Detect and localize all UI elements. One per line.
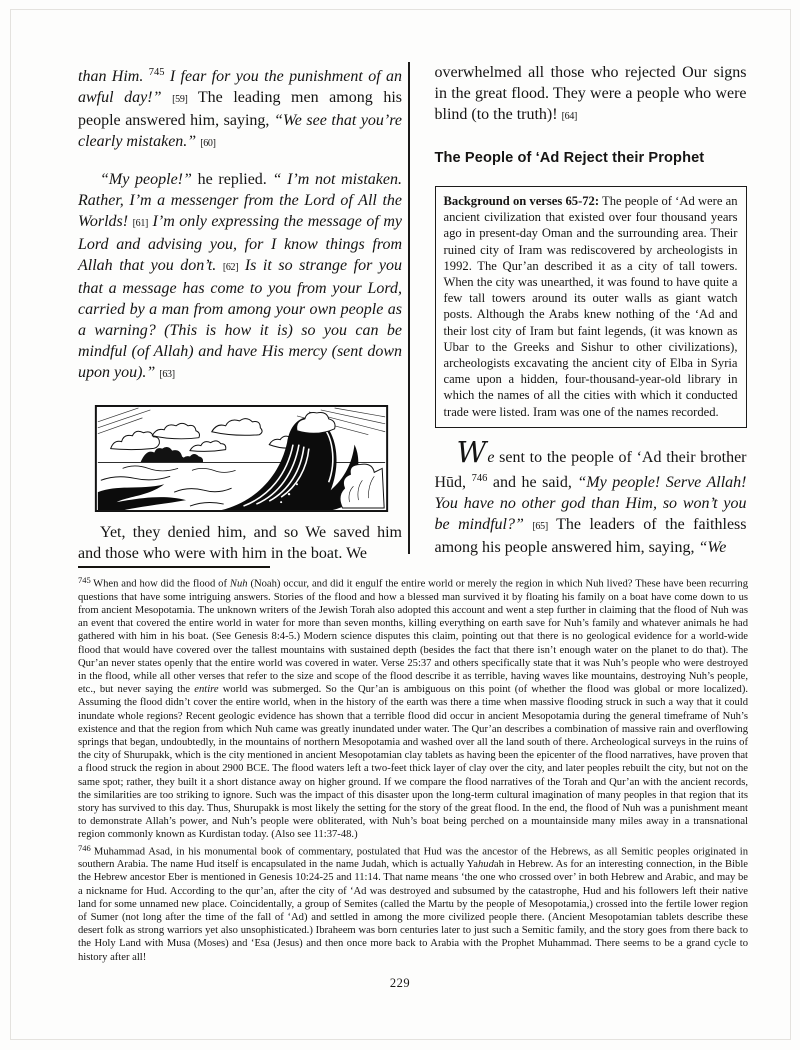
- footnote-746: $^{746}$ Muhammad Asad, in his monumental book of commentary, postulated that Hud was the ancestor of the Hebrews, as all Semitic peoples originated in southern Arabia. The name Hud itself is encapsulated in the name Judah, which is actually Yahudah in Hebrew. As for an interesting connection, in the Bible the Hebrew ancestor Eber is mentioned in Genesis 10:24-25 and 11:14. That name means ‘the one who crossed over’ in both Hebrew and Arabic, and may be a nickname for Hud. According to the qur’an, after the city of ‘Ad was destroyed and subsumed by the catastrophe, Hud and his followers left their native land for some unnamed new place. Coincidentally, a group of Semites (called the Martu by the people of Mesopotamia,) crossed into the fertile lower region of Sumer (not long after the time of the fall of ‘Ad) and settled in among the more civilized people there. (Ancient Mesopotamian tablets describe these desert folk as strong warriors yet also unsophisticated.) Ibraheem was born centuries later to just such a Semitic family, and the story goes from there back to the Holy Land with Musa (Moses) and ‘Esa (Jesus) and then once more back to Arabia with the Prophet Muhammad. There seems to be a grand cycle to history after all!: [78, 842, 749, 963]
- background-note-text: Background on verses 65-72: The people of ‘Ad were an ancient civilization that existed over four thousand years ago in present-day Oman and the surrounding area. Their ruined city of Iram was rediscovered by archeologists in 1992. The Qur’an described it as a city of tall towers. When the city was unearthed, it was found to have quite a few tall towers around its outer walls as giant watch posts. Although the Arabs knew nothing of the ‘Ad and their lost city of Iram but faint legends, (it was known as Ubar to the Greeks and Sishur to other civilizations), archeologists excavating the ancient city of Elba in Syria came upon a hidden, four-thousand-year-old library in which the names of all the cities with which it conducted trade were listed. Iram was one of the names recorded.: [443, 194, 738, 419]
- left-column: [78, 62, 402, 564]
- verse-paragraph-61-63: “My people!” he replied. “ I’m not mistaken. Rather, I’m a messenger from the Lord of All the Worlds! [61] I’m only expressing the message of my Lord and advising you, for I know things from Allah that you don’t. [62] Is it so strange for you that a message has come to you from your Lord, carried by a man from among your own people as a warning? (This is how it is) so you can be mindful (of Allah) and have His mercy (sent down upon you).” [63]: [78, 171, 403, 381]
- two-column-layout: [78, 62, 748, 564]
- verse-paragraph-59-60: than Him. $^{745}$ I fear for you the punishment of an awful day!” [59] The leading men among his people answered him, saying, “We see that you’re clearly mistaken.” [60]: [78, 67, 403, 150]
- background-note-box: [435, 186, 747, 428]
- column-divider: [408, 62, 410, 554]
- verse-paragraph-64: overwhelmed all those who rejected Our signs in the great flood. They were a people who were blind (to the truth)! [64]: [434, 64, 747, 123]
- flood-wave-illustration: [94, 405, 389, 512]
- wave-engraving-icon: [94, 405, 389, 512]
- right-column: [435, 62, 747, 564]
- footnote-745: $^{745}$ When and how did the flood of Nuh (Noah) occur, and did it engulf the entire world or merely the region in which Nuh lived? These have been recurring questions that have some intriguing answers. Stories of the flood and how a blessed man survived it by floating his family on a boat have come down to us from ancient Mesopotamia. The unknown writers of the Jewish Torah also adopted this account and went a step further in claiming that the flood of Nuh was an event that covered the entire world in water for more than seven months, killing everything on earth save for Nuh’s family and whatever animals he had gathered with him in his boat. (See Genesis 8:4-5.) Modern science disputes this claim, pointing out that there is no geological evidence for a world-wide flood that would have covered over the tallest mountains with sustained depth (besides the fact that there isn’t enough water on the planet to do that). The Qur’an never states openly that the entire world was covered in water. Verse 25:37 and others specifically state that it was Nuh’s people who were destroyed in the flood, while all other verses that refer to the size and scope of the flood describe it as terrible, having waves like mountains, destroying Nuh’s people, etc., but never saying the entire world was submerged. So the Qur’an is ambiguous on this point (of whether the flood was global or more localized). Assuming the flood didn’t cover the entire world, when in the history of the earth was there a time when massive flooding struck in such a way that it could inundate whole regions? Recent geologic evidence has shown that a terrible flood did occur in ancient Mesopotamia during the general timeframe of Nuh’s existence and that the region from which Nuh came was greatly inundated under water. The Qur’an describes a combination of massive rain and overflowing springs that began, undoubtedly, in the mountains of northern Mesopotamia and washed over all the land south of there. Archeological surveys in the ruins of the city of Shurupakk, which is the city mentioned in ancient Mesopotamian clay tablets as having been the epicenter of the flood narratives, have proven that a flood struck the region in about 2900 BCE. The flood waters left a two-feet thick layer of clay over the city, and later peoples rebuilt the city, but not on the same spot; rather, they built it a short distance away on higher ground. If we compare the flood narratives of the Torah and Qur’an with the ancient records, the similarities are too striking to ignore. Such was the impact of this disaster upon the long-term cultural imagination of many peoples in that region that its story has survived to this day. Thus, Shurupakk is most likely the setting for the story of the great flood. In the end, the flood of Nuh was a punishment meant to demonstrate Allah’s power, and Nuh’s people were obliterated, with Nuh’s boat being perched on a mountainside many miles away in a transnational region commonly known as Kurdistan today. (Also see 11:37-48.): [78, 575, 748, 841]
- verse-paragraph-yet-denied: Yet, they denied him, and so We saved him and those who were with him in the boat. We: [78, 524, 402, 562]
- section-heading: The People of ‘Ad Reject their Prophet: [434, 150, 705, 166]
- verse-paragraph-65: We sent to the people of ‘Ad their brother Hūd, $^{746}$ and he said, “My people! Serve Allah! You have no other god than Him, so won’t you be mindful?” [65] The leaders of the faithless among his people answered him, saying, “We: [434, 434, 747, 556]
- footnote-separator: [78, 566, 270, 568]
- footnotes-section: [78, 566, 748, 964]
- page-number: 229: [389, 976, 411, 990]
